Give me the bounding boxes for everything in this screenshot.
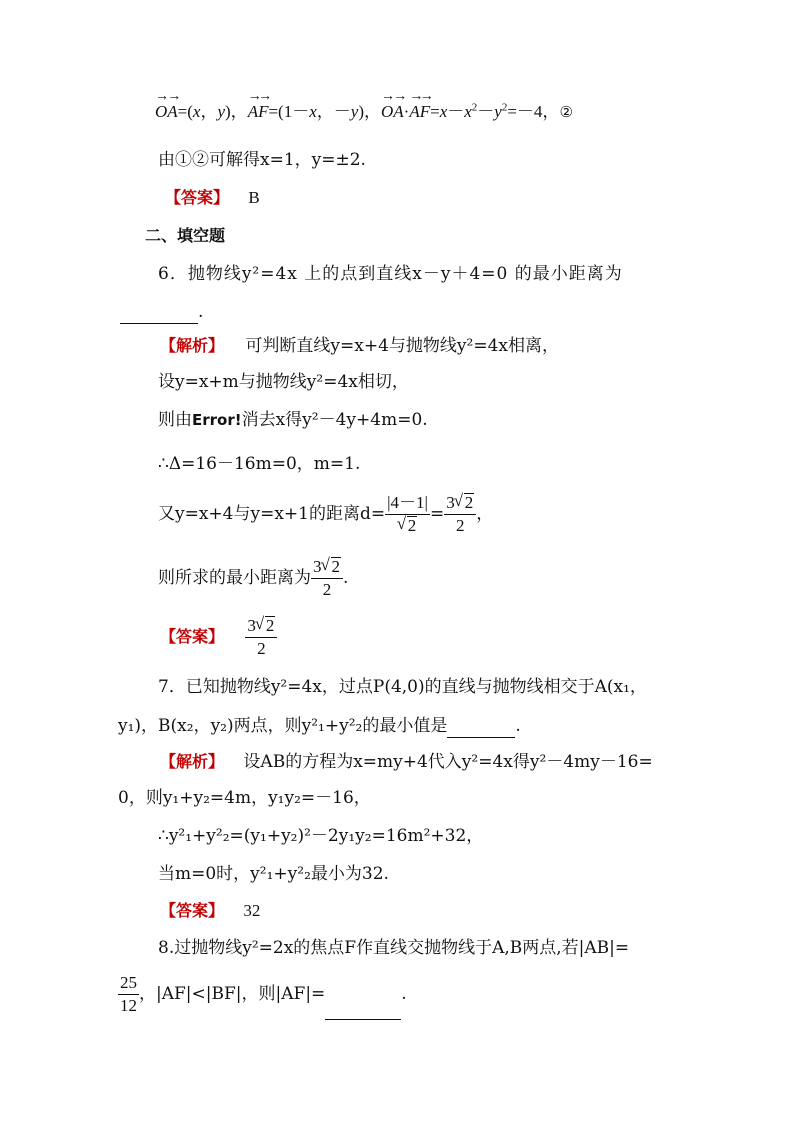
line-end-punct: . [343,568,349,588]
analysis-7-line-2-text: 0，则y₁+y₂=4m，y₁y₂=－16， [118,788,371,808]
question-6-blank-line [120,300,203,324]
analysis-7 [160,750,653,774]
question-8 [158,936,629,960]
answer-blank[interactable] [120,305,198,324]
analysis-6-line-2 [158,370,409,394]
question-8-line-2 [118,968,407,1020]
distance-prefix: 又y=x+4与y=x+1的距离d= [158,504,386,524]
result-coefficient: 3 [446,493,455,512]
question-8-line-1: 8.过抛物线y²=2x的焦点F作直线交抛物线于A,B两点,若|AB|= [158,938,630,958]
vector-equation: O →A →=(x，y)，A →F →=(1－x，－y)，$O \to A \to\cdot A \to F \to=x-x^2-y^2=-4$，② [155,102,573,121]
answer-value: B [248,188,260,207]
question-7 [158,675,647,699]
answer-coefficient: 3 [247,616,256,635]
analysis-6-line-3-post: 消去x得y²－4y+4m=0. [241,410,428,430]
result-radicand: 2 [464,493,474,512]
section-title [145,224,225,248]
solution-result-text: 由①②可解得x=1，y=±2. [158,150,366,170]
analysis-7-line-4-text: 当m=0时，y²₁+y²₂最小为32. [158,864,389,884]
analysis-7-line-3-text: ∴y²₁+y²₂=(y₁+y₂)²－2y₁y₂=16m²+32， [158,826,484,846]
analysis-6-line-2-text: 设y=x+m与抛物线y²=4x相切， [158,372,409,392]
answer-5 [165,186,260,210]
distance-result-fraction [444,492,476,537]
analysis-6 [160,334,559,358]
analysis-7-line-2 [118,786,371,810]
answer-blank[interactable] [447,719,515,738]
answer-tag: 【答案】 [160,901,225,920]
solution-result [158,148,366,172]
fraction-denominator: 2 [407,516,417,535]
fraction-denominator: 12 [120,996,137,1015]
min-distance-prefix: 则所求的最小距离为 [158,568,311,588]
answer-value: 32 [243,901,261,920]
min-coefficient: 3 [313,557,322,576]
analysis-tag: 【解析】 [160,752,225,771]
analysis-6-line-3-pre: 则由 [158,410,192,430]
answer-6 [160,610,277,664]
min-radicand: 2 [331,557,340,576]
analysis-6-line-6 [158,552,348,604]
error-placeholder: Error! [192,411,242,429]
question-6-end: . [198,302,204,322]
analysis-6-line-4-text: ∴Δ=16－16m=0，m=1. [158,454,361,474]
question-6-text: 6．抛物线y²=4x 上的点到直线x－y＋4=0 的最小距离为 [158,264,623,284]
vector-line [155,100,573,124]
fraction-numerator: |4－1| [387,493,428,512]
answer-denominator: 2 [245,637,277,660]
answer-tag: 【答案】 [160,627,225,646]
answer-tag: 【答案】 [165,188,230,207]
distance-fraction [385,492,430,537]
analysis-6-text: 可判断直线y=x+4与抛物线y²=4x相离， [245,336,559,356]
result-denominator: 2 [444,514,476,537]
question-8-fraction [118,972,139,1017]
analysis-6-line-3 [158,408,428,432]
min-distance-fraction [311,556,343,601]
min-denominator: 2 [311,578,343,601]
fraction-numerator: 25 [120,973,137,992]
analysis-tag: 【解析】 [160,336,225,355]
question-8-end: . [401,984,407,1004]
analysis-6-line-4 [158,452,360,476]
question-7-line-2 [118,714,521,738]
answer-blank[interactable] [325,1001,401,1020]
analysis-7-text: 设AB的方程为x=my+4代入y²=4x得y²－4my－16= [243,752,653,772]
question-7-line-2-text: y₁)，B(x₂，y₂)两点，则y²₁+y²₂的最小值是 [118,716,448,736]
section-title-text: 二、填空题 [145,226,226,245]
question-7-end: . [515,716,521,736]
question-6 [158,262,623,286]
analysis-7-line-4 [158,862,389,886]
question-7-line-1: 7．已知抛物线y²=4x，过点P(4,0)的直线与抛物线相交于A(x₁， [158,677,647,697]
analysis-6-line-5: 又y=x+4与y=x+1的距离d= |4－1| √ 2 = $\frac{3√ 2}{2}$ ， [158,488,493,540]
answer-radicand: 2 [265,616,275,635]
answer-7 [160,899,260,923]
answer-6-fraction [245,615,277,660]
line-end-punct: ， [476,504,494,524]
question-8-line-2-text: ，|AF|<|BF|，则|AF|= [139,984,326,1004]
analysis-7-line-3 [158,824,483,848]
